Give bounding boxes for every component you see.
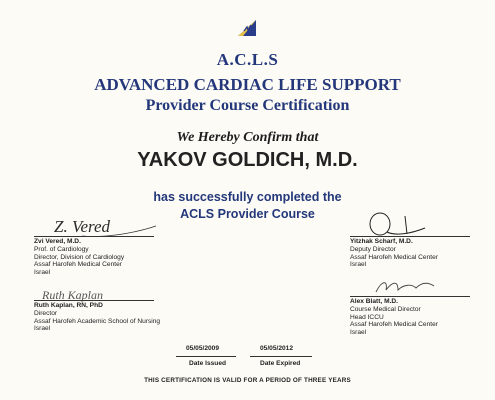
signatory-country: Israel xyxy=(34,269,51,277)
confirm-phrase: We Hereby Confirm that xyxy=(176,130,319,145)
course-acronym: A.C.L.S xyxy=(216,50,279,69)
signature-line xyxy=(350,296,470,297)
signatory-country: Israel xyxy=(350,261,367,269)
signatory-org: Assaf Harofeh Medical Center xyxy=(34,261,122,269)
signatory-blatt xyxy=(350,298,438,337)
date-issued-label: Date Issued xyxy=(189,360,227,367)
signatory-vered xyxy=(34,238,124,277)
date-line xyxy=(176,356,236,357)
signatory-scharf xyxy=(350,238,438,269)
signatory-name: Ruth Kaplan, RN, PhD xyxy=(34,302,103,309)
date-expired-value: 05/05/2012 xyxy=(260,345,294,352)
signatory-kaplan xyxy=(34,302,160,333)
svg-text:Ruth Kaplan: Ruth Kaplan xyxy=(42,288,104,302)
completion-line-1: has successfully completed the xyxy=(153,190,342,204)
signatory-title: Director, Division of Cardiology xyxy=(34,253,125,261)
certificate-subtitle: Provider Course Certification xyxy=(145,97,350,114)
signatory-title: Course Medical Director xyxy=(350,305,421,313)
signatory-org: Assaf Harofeh Medical Center xyxy=(350,321,438,329)
emblem-logo-icon xyxy=(236,19,258,37)
signatory-title: Deputy Director xyxy=(350,245,396,253)
signatory-title: Prof. of Cardiology xyxy=(34,245,89,253)
signature-scharf-icon xyxy=(365,206,435,240)
signatory-country: Israel xyxy=(350,329,367,337)
signatory-country: Israel xyxy=(34,325,51,333)
date-expired-label: Date Expired xyxy=(260,360,301,367)
svg-text:Z. Vered: Z. Vered xyxy=(54,217,111,236)
signature-blatt-icon xyxy=(372,274,442,298)
signature-line xyxy=(34,236,154,237)
signature-line xyxy=(350,236,470,237)
signatory-title: Head ICCU xyxy=(350,313,384,321)
signatory-org: Assaf Harofeh Academic School of Nursing xyxy=(34,317,161,325)
course-title: ADVANCED CARDIAC LIFE SUPPORT xyxy=(94,75,401,94)
date-line xyxy=(250,356,312,357)
signature-line xyxy=(34,300,154,301)
recipient-name: YAKOV GOLDICH, M.D. xyxy=(137,149,358,171)
signatory-name: Zvi Vered, M.D. xyxy=(34,238,81,245)
signatory-name: Alex Blatt, M.D. xyxy=(350,298,398,305)
date-issued-value: 05/05/2009 xyxy=(186,345,220,352)
signatory-title: Director xyxy=(34,309,58,317)
completion-line-2: ACLS Provider Course xyxy=(180,207,315,221)
validity-notice: THIS CERTIFICATION IS VALID FOR A PERIOD OF THREE YEARS xyxy=(144,377,351,384)
signatory-org: Assaf Harofeh Medical Center xyxy=(350,253,438,261)
signatory-name: Yitzhak Scharf, M.D. xyxy=(350,238,413,245)
